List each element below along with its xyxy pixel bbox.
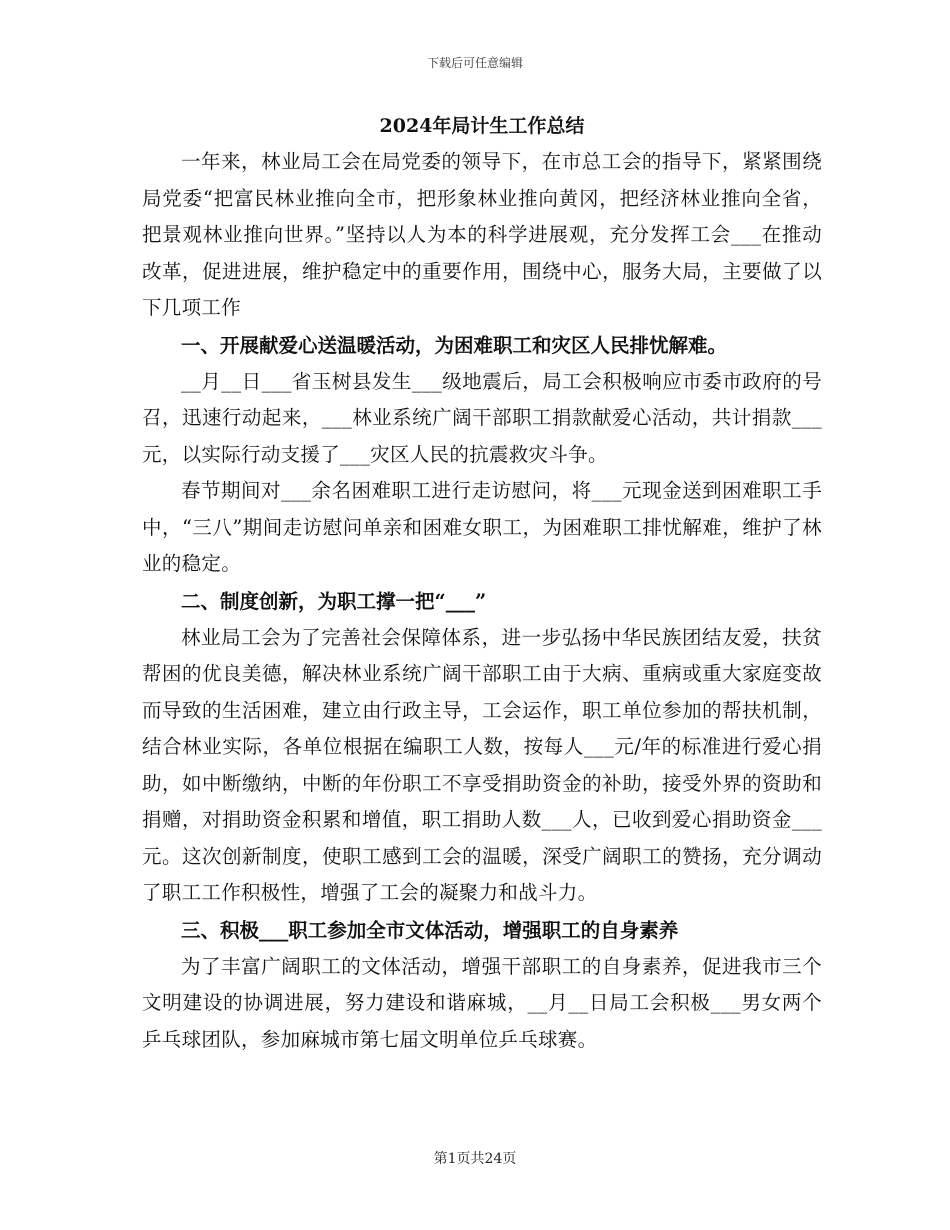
section-1-heading: 一、开展献爱心送温暖活动，为困难职工和灾区人民排忧解难。	[181, 333, 728, 357]
section-2-heading: 二、制度创新，为职工撑一把“___”	[181, 589, 487, 613]
page-number-footer: 第1页共24页	[433, 1151, 517, 1167]
section-2-paragraph-1: 林业局工会为了完善社会保障体系，进一步弘扬中华民族团结友爱，扶贫帮困的优良美德，解决林业系统广阔干部职工由于大病、重病或重大家庭变故而导致的生活困难，建立由行政主导，工会运作，职工单位参加的帮扶机制，结合林业实际，各单位根据在编职工人数，按每人___元/年的标准进行爱心捐助，如中断缴纳，中断的年份职工不享受捐助资金的补助，接受外界的资助和捐赠，对捐助资金积累和增值，职工捐助人数___人，已收到爱心捐助资金___元。这次创新制度，使职工感到工会的温暖，深受广阔职工的赞扬，充分调动了职工工作积极性，增强了工会的凝聚力和战斗力。	[142, 625, 822, 904]
intro-paragraph: 一年来，林业局工会在局党委的领导下，在市总工会的指导下，紧紧围绕局党委“把富民林业推向全市，把形象林业推向黄冈，把经济林业推向全省，把景观林业推向世界。”坚持以人为本的科学进展观，充分发挥工会___在推动改革，促进进展，维护稳定中的重要作用，围绕中心，服务大局，主要做了以下几项工作	[142, 150, 822, 319]
section-3-paragraph-1: 为了丰富广阔职工的文体活动，增强干部职工的自身素养，促进我市三个文明建设的协调进展，努力建设和谐麻城，__月__日局工会积极___男女两个乒乓球团队，参加麻城市第七届文明单位乒乓球赛。	[142, 954, 822, 1051]
section-1-paragraph-1: __月__日___省玉树县发生___级地震后，局工会积极响应市委市政府的号召，迅速行动起来，___林业系统广阔干部职工捐款献爱心活动，共计捐款___元，以实际行动支援了___灾区人民的抗震救灾斗争。	[142, 369, 822, 466]
header-note: 下载后可任意编辑	[426, 56, 523, 70]
section-3-heading: 三、积极___职工参加全市文体活动，增强职工的自身素养	[181, 918, 679, 942]
section-1-paragraph-2: 春节期间对___余名困难职工进行走访慰问，将___元现金送到困难职工手中，“三八”期间走访慰问单亲和困难女职工，为困难职工排忧解难，维护了林业的稳定。	[142, 479, 822, 575]
document-title: 2024年局计生工作总结	[379, 115, 585, 137]
document-body	[142, 108, 822, 1058]
